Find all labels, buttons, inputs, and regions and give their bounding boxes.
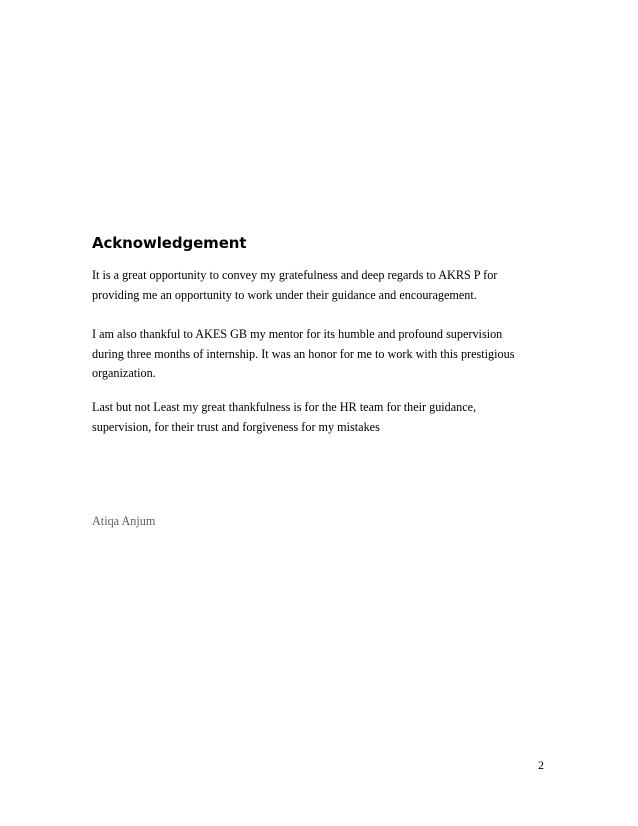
paragraph-line: It is a great opportunity to convey my gratefulness and deep regards to AKRS P for: [92, 268, 498, 282]
page-number: 2: [538, 758, 544, 772]
paragraph-line: providing me an opportunity to work under their guidance and encouragement.: [92, 287, 477, 302]
paragraph-line: I am also thankful to AKES GB my mentor for its humble and profound supervision: [92, 327, 503, 341]
paragraph-line: supervision, for their trust and forgiveness for my mistakes: [92, 419, 380, 434]
paragraph-line: organization.: [92, 366, 156, 380]
page-title: Acknowledgement: [92, 234, 247, 252]
paragraph-hr-team: [92, 398, 552, 437]
author-signature: Atiqa Anjum: [92, 514, 156, 528]
paragraph-mentor: [92, 325, 552, 384]
paragraph-line: during three months of internship. It was an honor for me to work with this prestigious: [92, 346, 515, 361]
paragraph-line: Last but not Least my great thankfulness is for the HR team for their guidance,: [92, 400, 477, 414]
paragraph-gratitude: [92, 266, 552, 305]
